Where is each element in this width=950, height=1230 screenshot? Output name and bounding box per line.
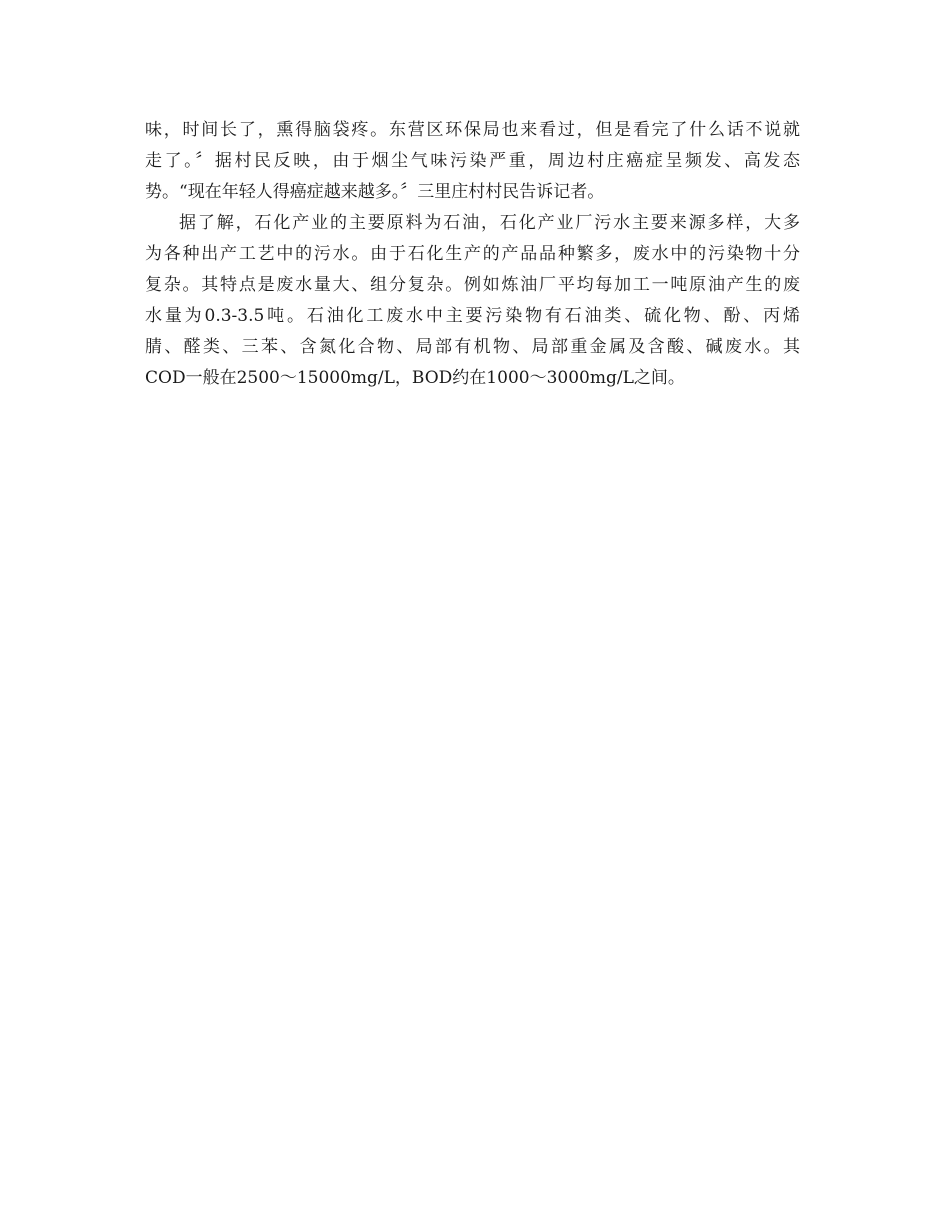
body-text — [145, 115, 800, 394]
text-line: 据了解，石化产业的主要原料为石油，石化产业厂污水主要来源多样，大多 — [179, 213, 800, 233]
text-line: 腈、醛类、三苯、含氮化合物、局部有机物、局部重金属及含酸、碱废水。其 — [145, 337, 800, 357]
text-line: 水量为0.3-3.5吨。石油化工废水中主要污染物有石油类、硫化物、酚、丙烯 — [145, 306, 800, 326]
text-line: 为各种出产工艺中的污水。由于石化生产的产品品种繁多，废水中的污染物十分 — [145, 244, 800, 264]
text-line: 走了。〞据村民反映，由于烟尘气味污染严重，周边村庄癌症呈频发、高发态 — [145, 151, 800, 171]
text-line: 味，时间长了，熏得脑袋疼。东营区环保局也来看过，但是看完了什么话不说就 — [145, 120, 800, 140]
text-line: 势。“现在年轻人得癌症越来越多。〞三里庄村村民告诉记者。 — [145, 182, 605, 202]
text-line: COD一般在2500～15000mg/L，BOD约在1000～3000mg/L之间。 — [145, 368, 685, 388]
text-line: 复杂。其特点是废水量大、组分复杂。例如炼油厂平均每加工一吨原油产生的废 — [145, 275, 800, 295]
paragraph-petrochemical — [145, 208, 800, 394]
paragraph-continuation — [145, 115, 800, 208]
